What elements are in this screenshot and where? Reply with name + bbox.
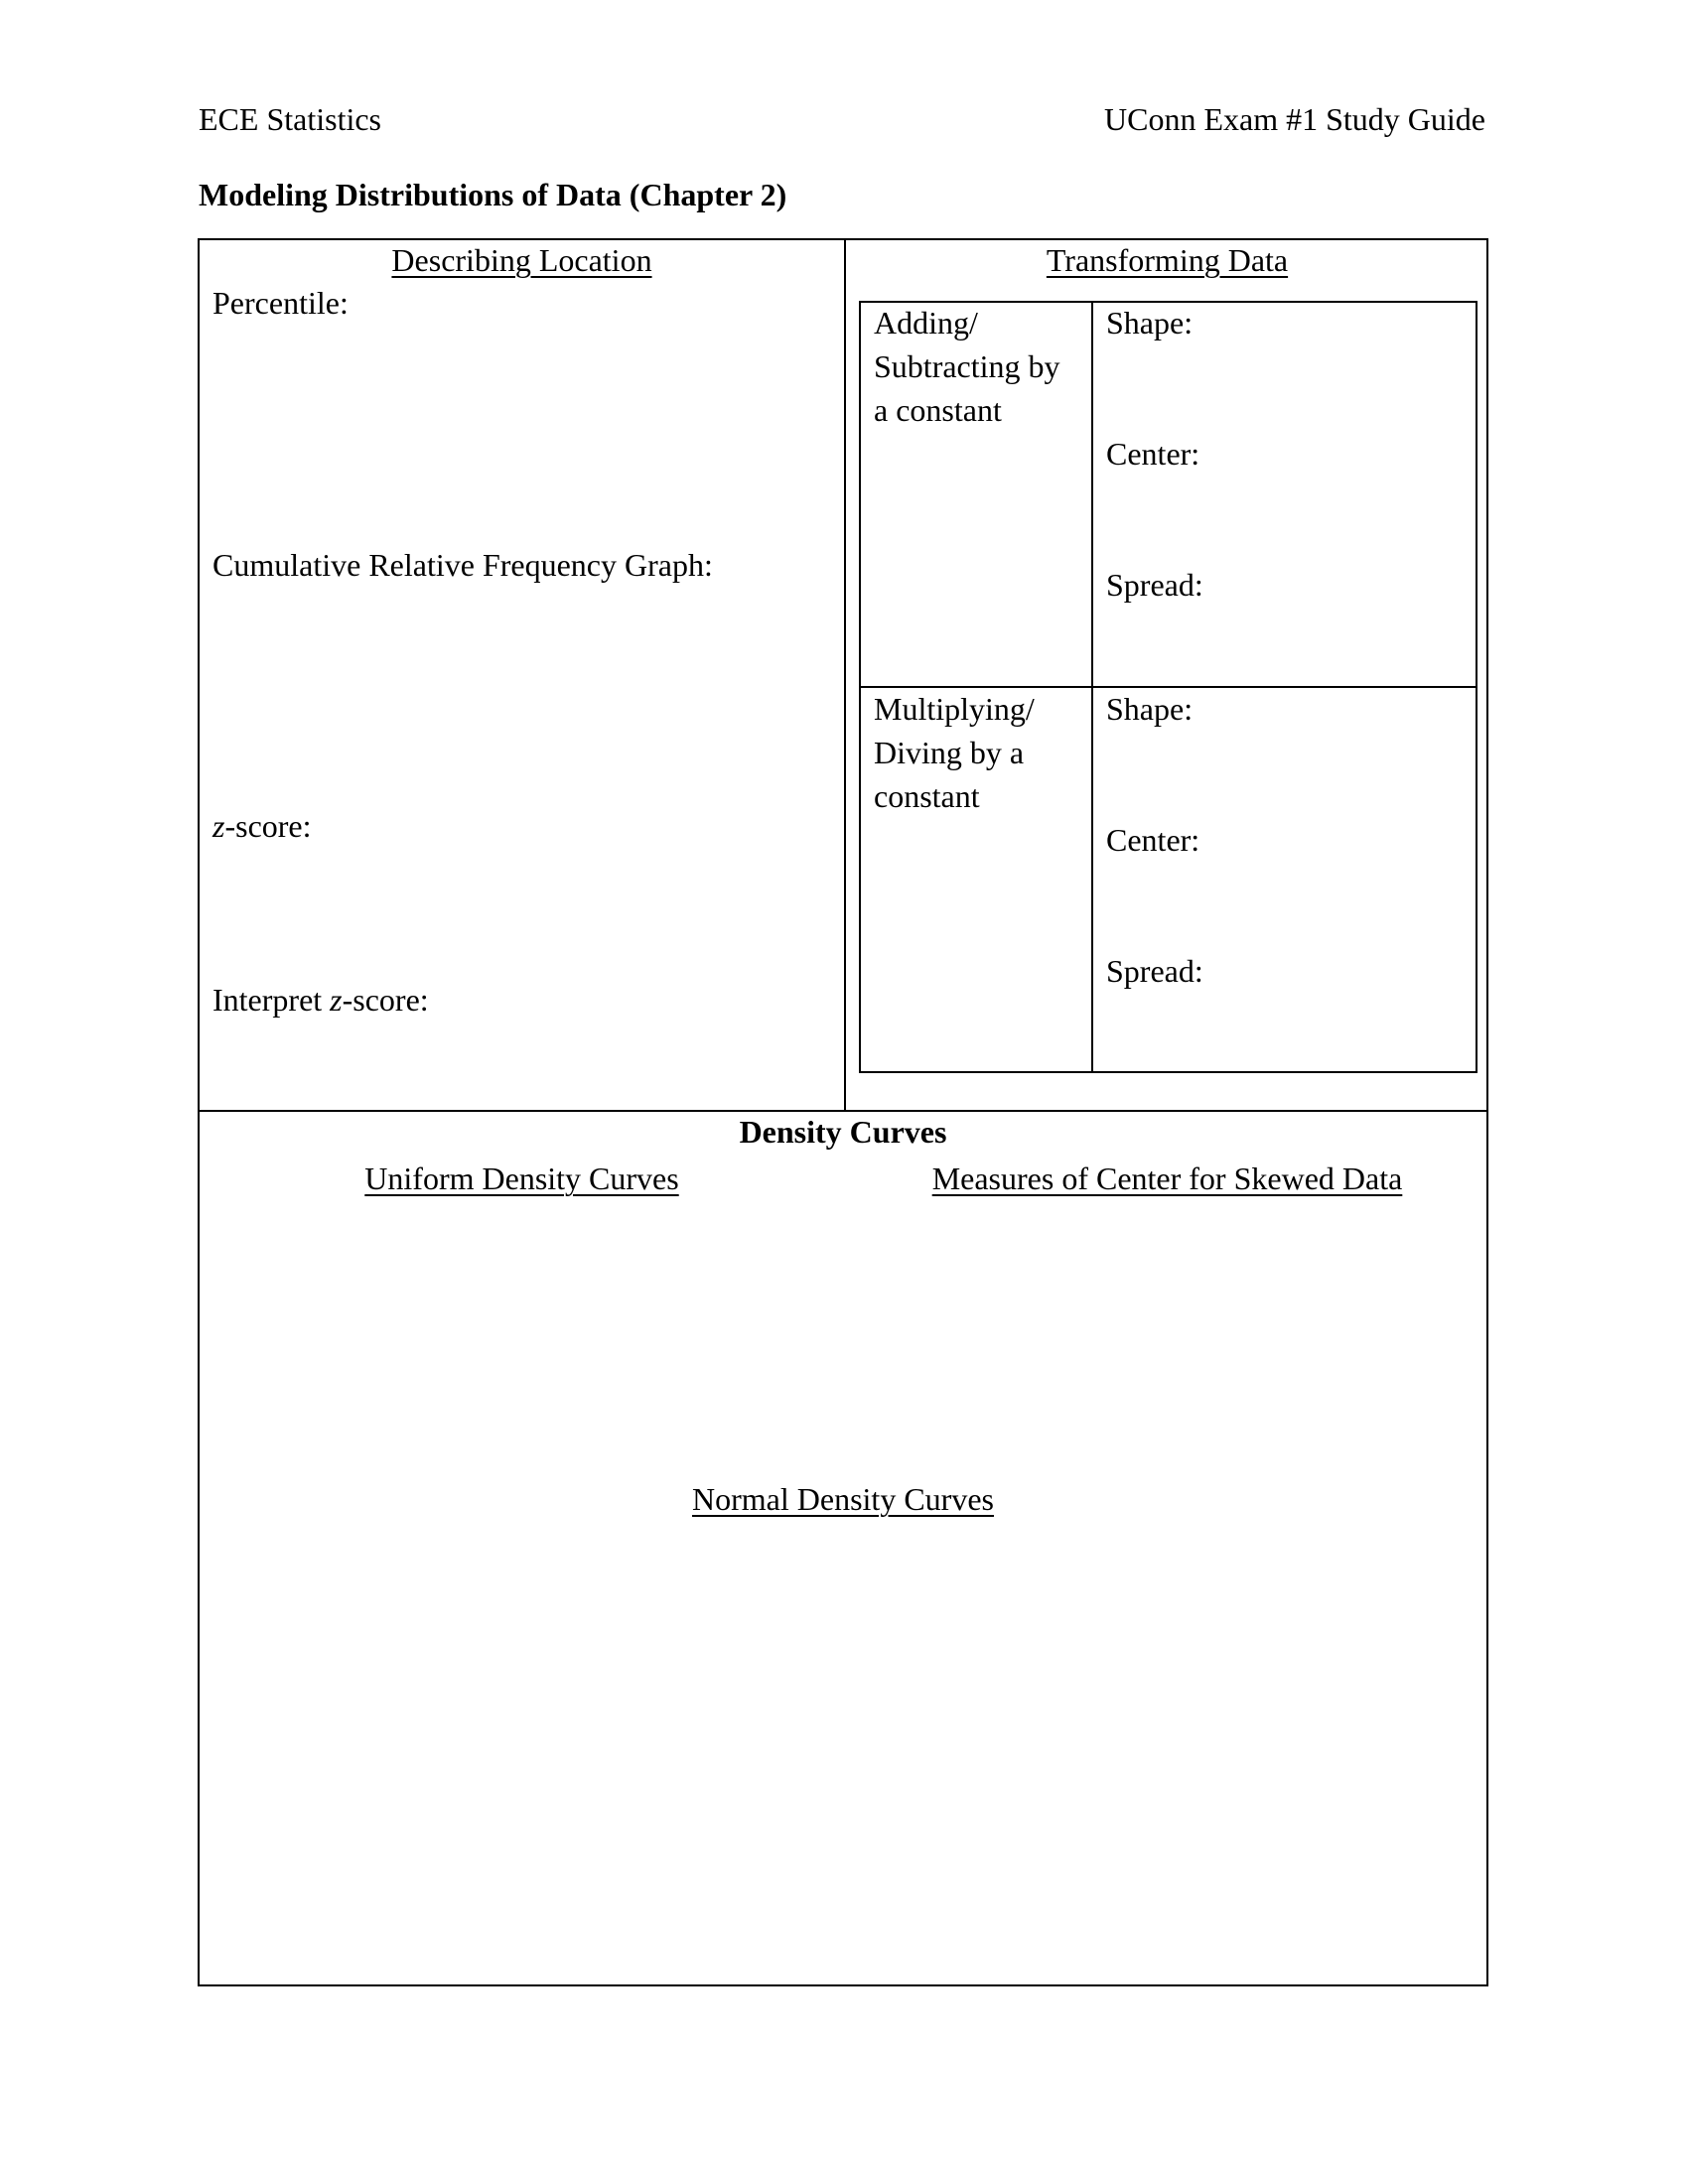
adding-spread-label: Spread: (1106, 567, 1203, 603)
adding-center-label: Center: (1106, 436, 1200, 472)
zscore-z: z (212, 808, 225, 844)
transforming-data-heading: Transforming Data (1046, 242, 1289, 278)
adding-label-line2: Subtracting by (874, 348, 1060, 384)
adding-label-line3: a constant (874, 392, 1002, 428)
zscore-label (212, 804, 312, 848)
uniform-density-heading: Uniform Density Curves (364, 1160, 679, 1196)
cumulative-graph-label: Cumulative Relative Frequency Graph: (212, 547, 713, 583)
density-curves-heading: Density Curves (739, 1114, 947, 1150)
interpret-zscore-label (212, 978, 429, 1022)
interpret-prefix: Interpret (212, 982, 331, 1018)
multiplying-shape-label: Shape: (1106, 691, 1194, 727)
normal-density-heading: Normal Density Curves (692, 1481, 994, 1517)
multiplying-label-line2: Diving by a (874, 735, 1025, 770)
interpret-z: z (330, 982, 343, 1018)
adding-label-line1: Adding/ (874, 305, 978, 341)
interpret-rest: -score: (342, 982, 429, 1018)
multiplying-spread-label: Spread: (1106, 953, 1203, 989)
multiplying-center-label: Center: (1106, 822, 1200, 858)
multiplying-label-line3: constant (874, 778, 980, 814)
describing-location-heading: Describing Location (391, 242, 652, 278)
top-column-divider (844, 238, 846, 1112)
adding-shape-label: Shape: (1106, 305, 1194, 341)
skewed-center-heading: Measures of Center for Skewed Data (931, 1160, 1403, 1196)
page-title: Modeling Distributions of Data (Chapter 2) (199, 177, 787, 212)
multiplying-label-line1: Multiplying/ (874, 691, 1035, 727)
zscore-rest: -score: (224, 808, 312, 844)
percentile-label: Percentile: (212, 285, 349, 321)
header-left: ECE Statistics (199, 101, 381, 137)
header-right: UConn Exam #1 Study Guide (1104, 101, 1485, 137)
